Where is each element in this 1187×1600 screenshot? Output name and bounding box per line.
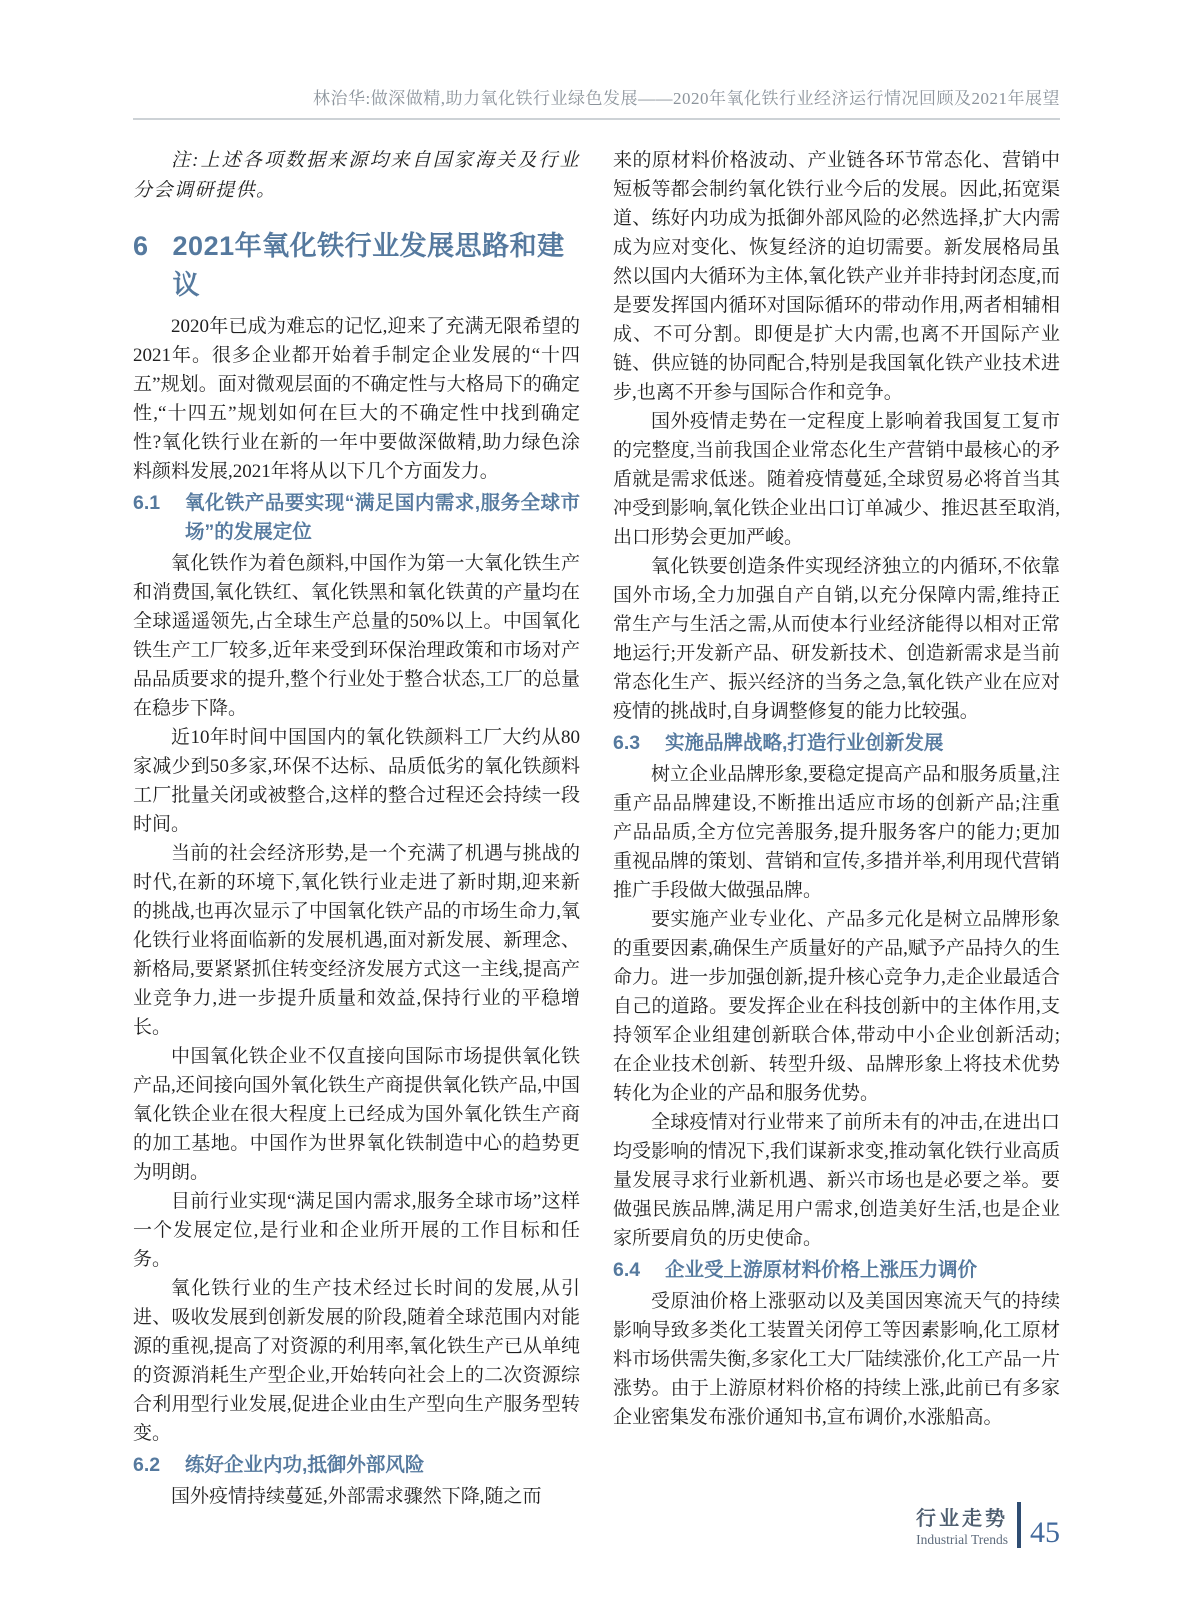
page-content xyxy=(133,84,1060,1511)
header-divider xyxy=(133,118,1060,120)
left-column xyxy=(133,146,580,1511)
subsection-title: 氧化铁产品要实现“满足国内需求,服务全球市场”的发展定位 xyxy=(185,492,580,543)
running-head: 林治华:做深做精,助力氧化铁行业绿色发展——2020年氧化铁行业经济运行情况回顾及2021年展望 xyxy=(313,89,1060,108)
section-6-heading xyxy=(133,224,580,302)
subsection-6-1-heading xyxy=(133,489,580,547)
subsection-title: 实施品牌战略,打造行业创新发展 xyxy=(665,732,944,754)
section-title: 2021年氧化铁行业发展思路和建议 xyxy=(172,231,565,300)
footer-section-name-cn: 行业走势 xyxy=(916,1508,1008,1530)
subsection-6-4-heading xyxy=(613,1256,1060,1285)
footer-section-labels xyxy=(916,1502,1017,1548)
paragraph-continuation: 来的原材料价格波动、产业链各环节常态化、营销中短板等都会制约氧化铁行业今后的发展。因此,拓宽渠道、练好内功成为抵御外部风险的必然选择,扩大内需成为应对变化、恢复经济的迫切需要。新发展格局虽然以国内大循环为主体,氧化铁产业并非持封闭态度,而是要发挥国内循环对国际循环的带动作用,两者相辅相成、不可分割。即便是扩大内需,也离不开国际产业链、供应链的协同配合,特别是我国氧化铁产业技术进步,也离不开参与国际合作和竞争。 xyxy=(613,150,1060,403)
subsection-title: 练好企业内功,抵御外部风险 xyxy=(185,1454,425,1476)
paragraph: 氧化铁行业的生产技术经过长时间的发展,从引进、吸收发展到创新发展的阶段,随着全球范围内对能源的重视,提高了对资源的利用率,氧化铁生产已从单纯的资源消耗生产型企业,开始转向社会上的二次资源综合利用型行业发展,促进企业由生产型向生产服务型转变。 xyxy=(133,1278,580,1444)
page-header xyxy=(133,84,1060,120)
paragraph: 目前行业实现“满足国内需求,服务全球市场”这样一个发展定位,是行业和企业所开展的工作目标和任务。 xyxy=(133,1191,580,1270)
paragraph: 国外疫情持续蔓延,外部需求骤然下降,随之而 xyxy=(171,1486,542,1507)
right-column xyxy=(613,146,1060,1511)
subsection-6-2-heading xyxy=(133,1451,580,1480)
paragraph: 树立企业品牌形象,要稳定提高产品和服务质量,注重产品品牌建设,不断推出适应市场的创新产品;注重产品品质,全方位完善服务,提升服务客户的能力;更加重视品牌的策划、营销和宣传,多措并举,利用现代营销推广手段做大做强品牌。 xyxy=(613,764,1060,901)
paragraph: 要实施产业专业化、产品多元化是树立品牌形象的重要因素,确保生产质量好的产品,赋予产品持久的生命力。进一步加强创新,提升核心竞争力,走企业最适合自己的道路。要发挥企业在科技创新中的主体作用,支持领军企业组建创新联合体,带动中小企业创新活动;在企业技术创新、转型升级、品牌形象上将技术优势转化为企业的产品和服务优势。 xyxy=(613,909,1060,1104)
paragraph: 氧化铁要创造条件实现经济独立的内循环,不依靠国外市场,全力加强自产自销,以充分保障内需,维持正常生产与生活之需,从而使本行业经济能得以相对正常地运行;开发新产品、研发新技术、创造新需求是当前常态化生产、振兴经济的当务之急,氧化铁产业在应对疫情的挑战时,自身调整修复的能力比较强。 xyxy=(613,556,1060,722)
subsection-number: 6.3 xyxy=(613,732,641,754)
paragraph: 国外疫情走势在一定程度上影响着我国复工复市的完整度,当前我国企业常态化生产营销中最核心的矛盾就是需求低迷。随着疫情蔓延,全球贸易必将首当其冲受到影响,氧化铁企业出口订单减少、推迟甚至取消,出口形势会更加严峻。 xyxy=(613,411,1060,548)
paragraph: 近10年时间中国国内的氧化铁颜料工厂大约从80家减少到50多家,环保不达标、品质低劣的氧化铁颜料工厂批量关闭或被整合,这样的整合过程还会持续一段时间。 xyxy=(133,727,580,835)
footer-section-name-en: Industrial Trends xyxy=(916,1532,1008,1547)
data-source-note: 注:上述各项数据来源均来自国家海关及行业分会调研提供。 xyxy=(133,150,580,201)
article-body xyxy=(133,146,1060,1511)
section-number: 6 xyxy=(133,231,149,261)
subsection-number: 6.2 xyxy=(133,1454,161,1476)
page-footer xyxy=(916,1502,1060,1548)
paragraph: 氧化铁作为着色颜料,中国作为第一大氧化铁生产和消费国,氧化铁红、氧化铁黑和氧化铁黄的产量均在全球遥遥领先,占全球生产总量的50%以上。中国氧化铁生产工厂较多,近年来受到环保治理政策和市场对产品品质要求的提升,整个行业处于整合状态,工厂的总量在稳步下降。 xyxy=(133,553,580,719)
subsection-number: 6.1 xyxy=(133,492,161,514)
paragraph: 全球疫情对行业带来了前所未有的冲击,在进出口均受影响的情况下,我们谋新求变,推动氧化铁行业高质量发展寻求行业新机遇、新兴市场也是必要之举。要做强民族品牌,满足用户需求,创造美好生活,也是企业家所要肩负的历史使命。 xyxy=(613,1112,1060,1249)
paragraph: 中国氧化铁企业不仅直接向国际市场提供氧化铁产品,还间接向国外氧化铁生产商提供氧化铁产品,中国氧化铁企业在很大程度上已经成为国外氧化铁生产商的加工基地。中国作为世界氧化铁制造中心的趋势更为明朗。 xyxy=(133,1046,580,1183)
paragraph: 受原油价格上涨驱动以及美国因寒流天气的持续影响导致多类化工装置关闭停工等因素影响,化工原材料市场供需失衡,多家化工大厂陆续涨价,化工产品一片涨势。由于上游原材料价格的持续上涨,此前已有多家企业密集发布涨价通知书,宣布调价,水涨船高。 xyxy=(613,1291,1060,1428)
paragraph: 当前的社会经济形势,是一个充满了机遇与挑战的时代,在新的环境下,氧化铁行业走进了新时期,迎来新的挑战,也再次显示了中国氧化铁产品的市场生命力,氧化铁行业将面临新的发展机遇,面对新发展、新理念、新格局,要紧紧抓住转变经济发展方式这一主线,提高产业竞争力,进一步提升质量和效益,保持行业的平稳增长。 xyxy=(133,843,580,1038)
subsection-title: 企业受上游原材料价格上涨压力调价 xyxy=(665,1259,978,1281)
subsection-6-3-heading xyxy=(613,729,1060,758)
paragraph: 2020年已成为难忘的记忆,迎来了充满无限希望的2021年。很多企业都开始着手制定企业发展的“十四五”规划。面对微观层面的不确定性与大格局下的确定性,“十四五”规划如何在巨大的不确定性中找到确定性?氧化铁行业在新的一年中要做深做精,助力绿色涂料颜料发展,2021年将从以下几个方面发力。 xyxy=(133,316,580,482)
page-number: 45 xyxy=(1030,1516,1060,1549)
subsection-number: 6.4 xyxy=(613,1259,641,1281)
